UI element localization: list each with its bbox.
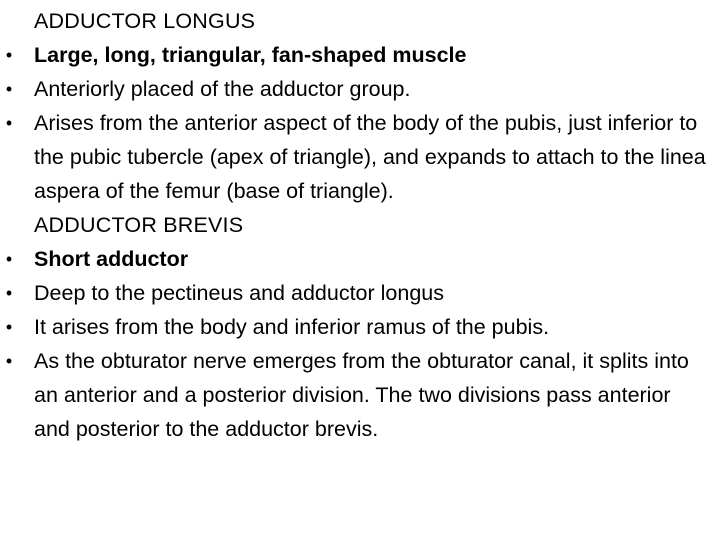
bullet-list	[0, 4, 720, 446]
list-item	[0, 72, 720, 106]
item-text: Anteriorly placed of the adductor group.	[34, 77, 411, 101]
bullet-icon: •	[5, 113, 13, 133]
item-text: It arises from the body and inferior ramus of the pubis.	[34, 315, 550, 339]
bullet-icon: •	[5, 351, 13, 371]
item-text: Large, long, triangular, fan-shaped muscle	[34, 43, 467, 67]
bullet-icon: •	[5, 317, 13, 337]
item-text: Short adductor	[34, 247, 189, 271]
list-item	[0, 344, 720, 446]
item-text: Deep to the pectineus and adductor longus	[34, 281, 444, 305]
heading-text: ADDUCTOR LONGUS	[34, 9, 256, 33]
bullet-icon: •	[5, 45, 13, 65]
list-item	[0, 310, 720, 344]
bullet-icon: •	[5, 79, 13, 99]
list-item	[0, 106, 720, 208]
heading-text: ADDUCTOR BREVIS	[34, 213, 244, 237]
item-text: Arises from the anterior aspect of the body of the pubis, just inferior to the pubic tubercle (apex of triangle), and expands to attach to the linea aspera of the femur (base of triangle).	[34, 111, 706, 203]
bullet-icon: •	[5, 283, 13, 303]
bullet-icon: •	[5, 249, 13, 269]
list-item	[0, 276, 720, 310]
list-item	[0, 38, 720, 72]
list-item	[0, 242, 720, 276]
item-text: As the obturator nerve emerges from the obturator canal, it splits into an anterior and a posterior division. The two divisions pass anterior and posterior to the adductor brevis.	[34, 349, 689, 441]
section-heading-brevis	[0, 208, 720, 242]
section-heading-longus	[0, 4, 720, 38]
